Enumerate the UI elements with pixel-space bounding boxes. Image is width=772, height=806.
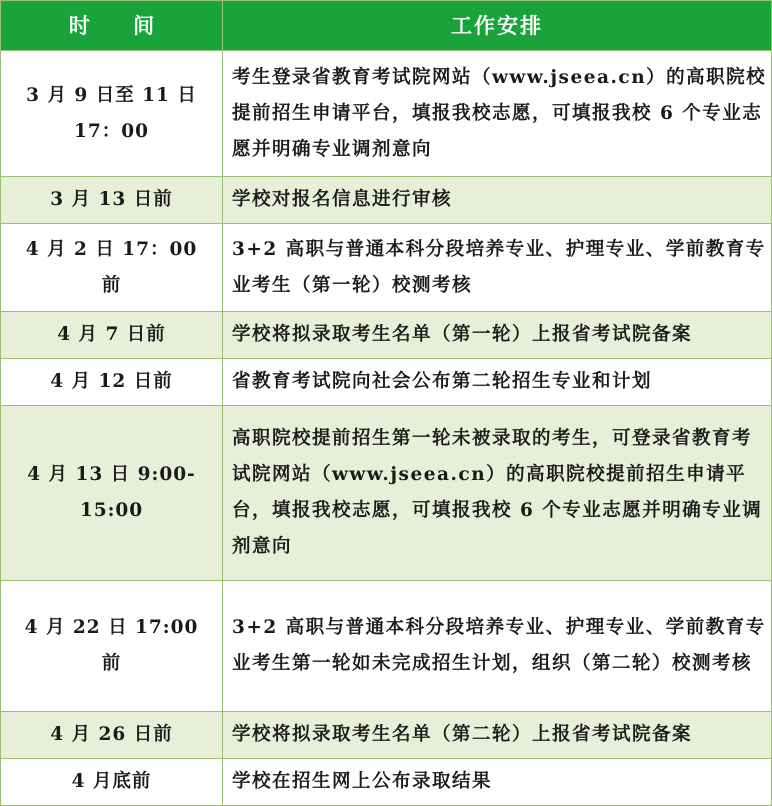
table-row	[1, 712, 772, 759]
table-row	[1, 359, 772, 406]
row-task: 学校将拟录取考生名单（第一轮）上报省考试院备案	[223, 312, 772, 359]
table-row	[1, 312, 772, 359]
row-task: 学校在招生网上公布录取结果	[223, 759, 772, 806]
table-row	[1, 406, 772, 581]
row-task: 学校对报名信息进行审核	[223, 177, 772, 224]
table-row	[1, 224, 772, 312]
table-row	[1, 177, 772, 224]
table-row	[1, 51, 772, 177]
row-time: 3 月 9 日至 11 日 17：00	[1, 51, 223, 177]
task-column-header: 工作安排	[223, 1, 772, 51]
row-task: 考生登录省教育考试院网站（www.jseea.cn）的高职院校提前招生申请平台，填报我校志愿，可填报我校 6 个专业志愿并明确专业调剂意向	[223, 51, 772, 177]
row-time: 4 月底前	[1, 759, 223, 806]
table-row	[1, 581, 772, 712]
table-header-row	[1, 1, 772, 51]
row-task: 高职院校提前招生第一轮未被录取的考生，可登录省教育考试院网站（www.jseea.cn）的高职院校提前招生申请平台，填报我校志愿，可填报我校 6 个专业志愿并明确专业调剂意向	[223, 406, 772, 581]
row-time: 4 月 13 日 9:00-15:00	[1, 406, 223, 581]
row-task: 学校将拟录取考生名单（第二轮）上报省考试院备案	[223, 712, 772, 759]
row-task: 3+2 高职与普通本科分段培养专业、护理专业、学前教育专业考生第一轮如未完成招生计划，组织（第二轮）校测考核	[223, 581, 772, 712]
row-time: 4 月 2 日 17：00 前	[1, 224, 223, 312]
row-task: 3+2 高职与普通本科分段培养专业、护理专业、学前教育专业考生（第一轮）校测考核	[223, 224, 772, 312]
row-time: 4 月 7 日前	[1, 312, 223, 359]
row-task: 省教育考试院向社会公布第二轮招生专业和计划	[223, 359, 772, 406]
row-time: 3 月 13 日前	[1, 177, 223, 224]
row-time: 4 月 22 日 17:00 前	[1, 581, 223, 712]
row-time: 4 月 12 日前	[1, 359, 223, 406]
row-time: 4 月 26 日前	[1, 712, 223, 759]
time-column-header: 时 间	[1, 1, 223, 51]
table-row	[1, 759, 772, 806]
